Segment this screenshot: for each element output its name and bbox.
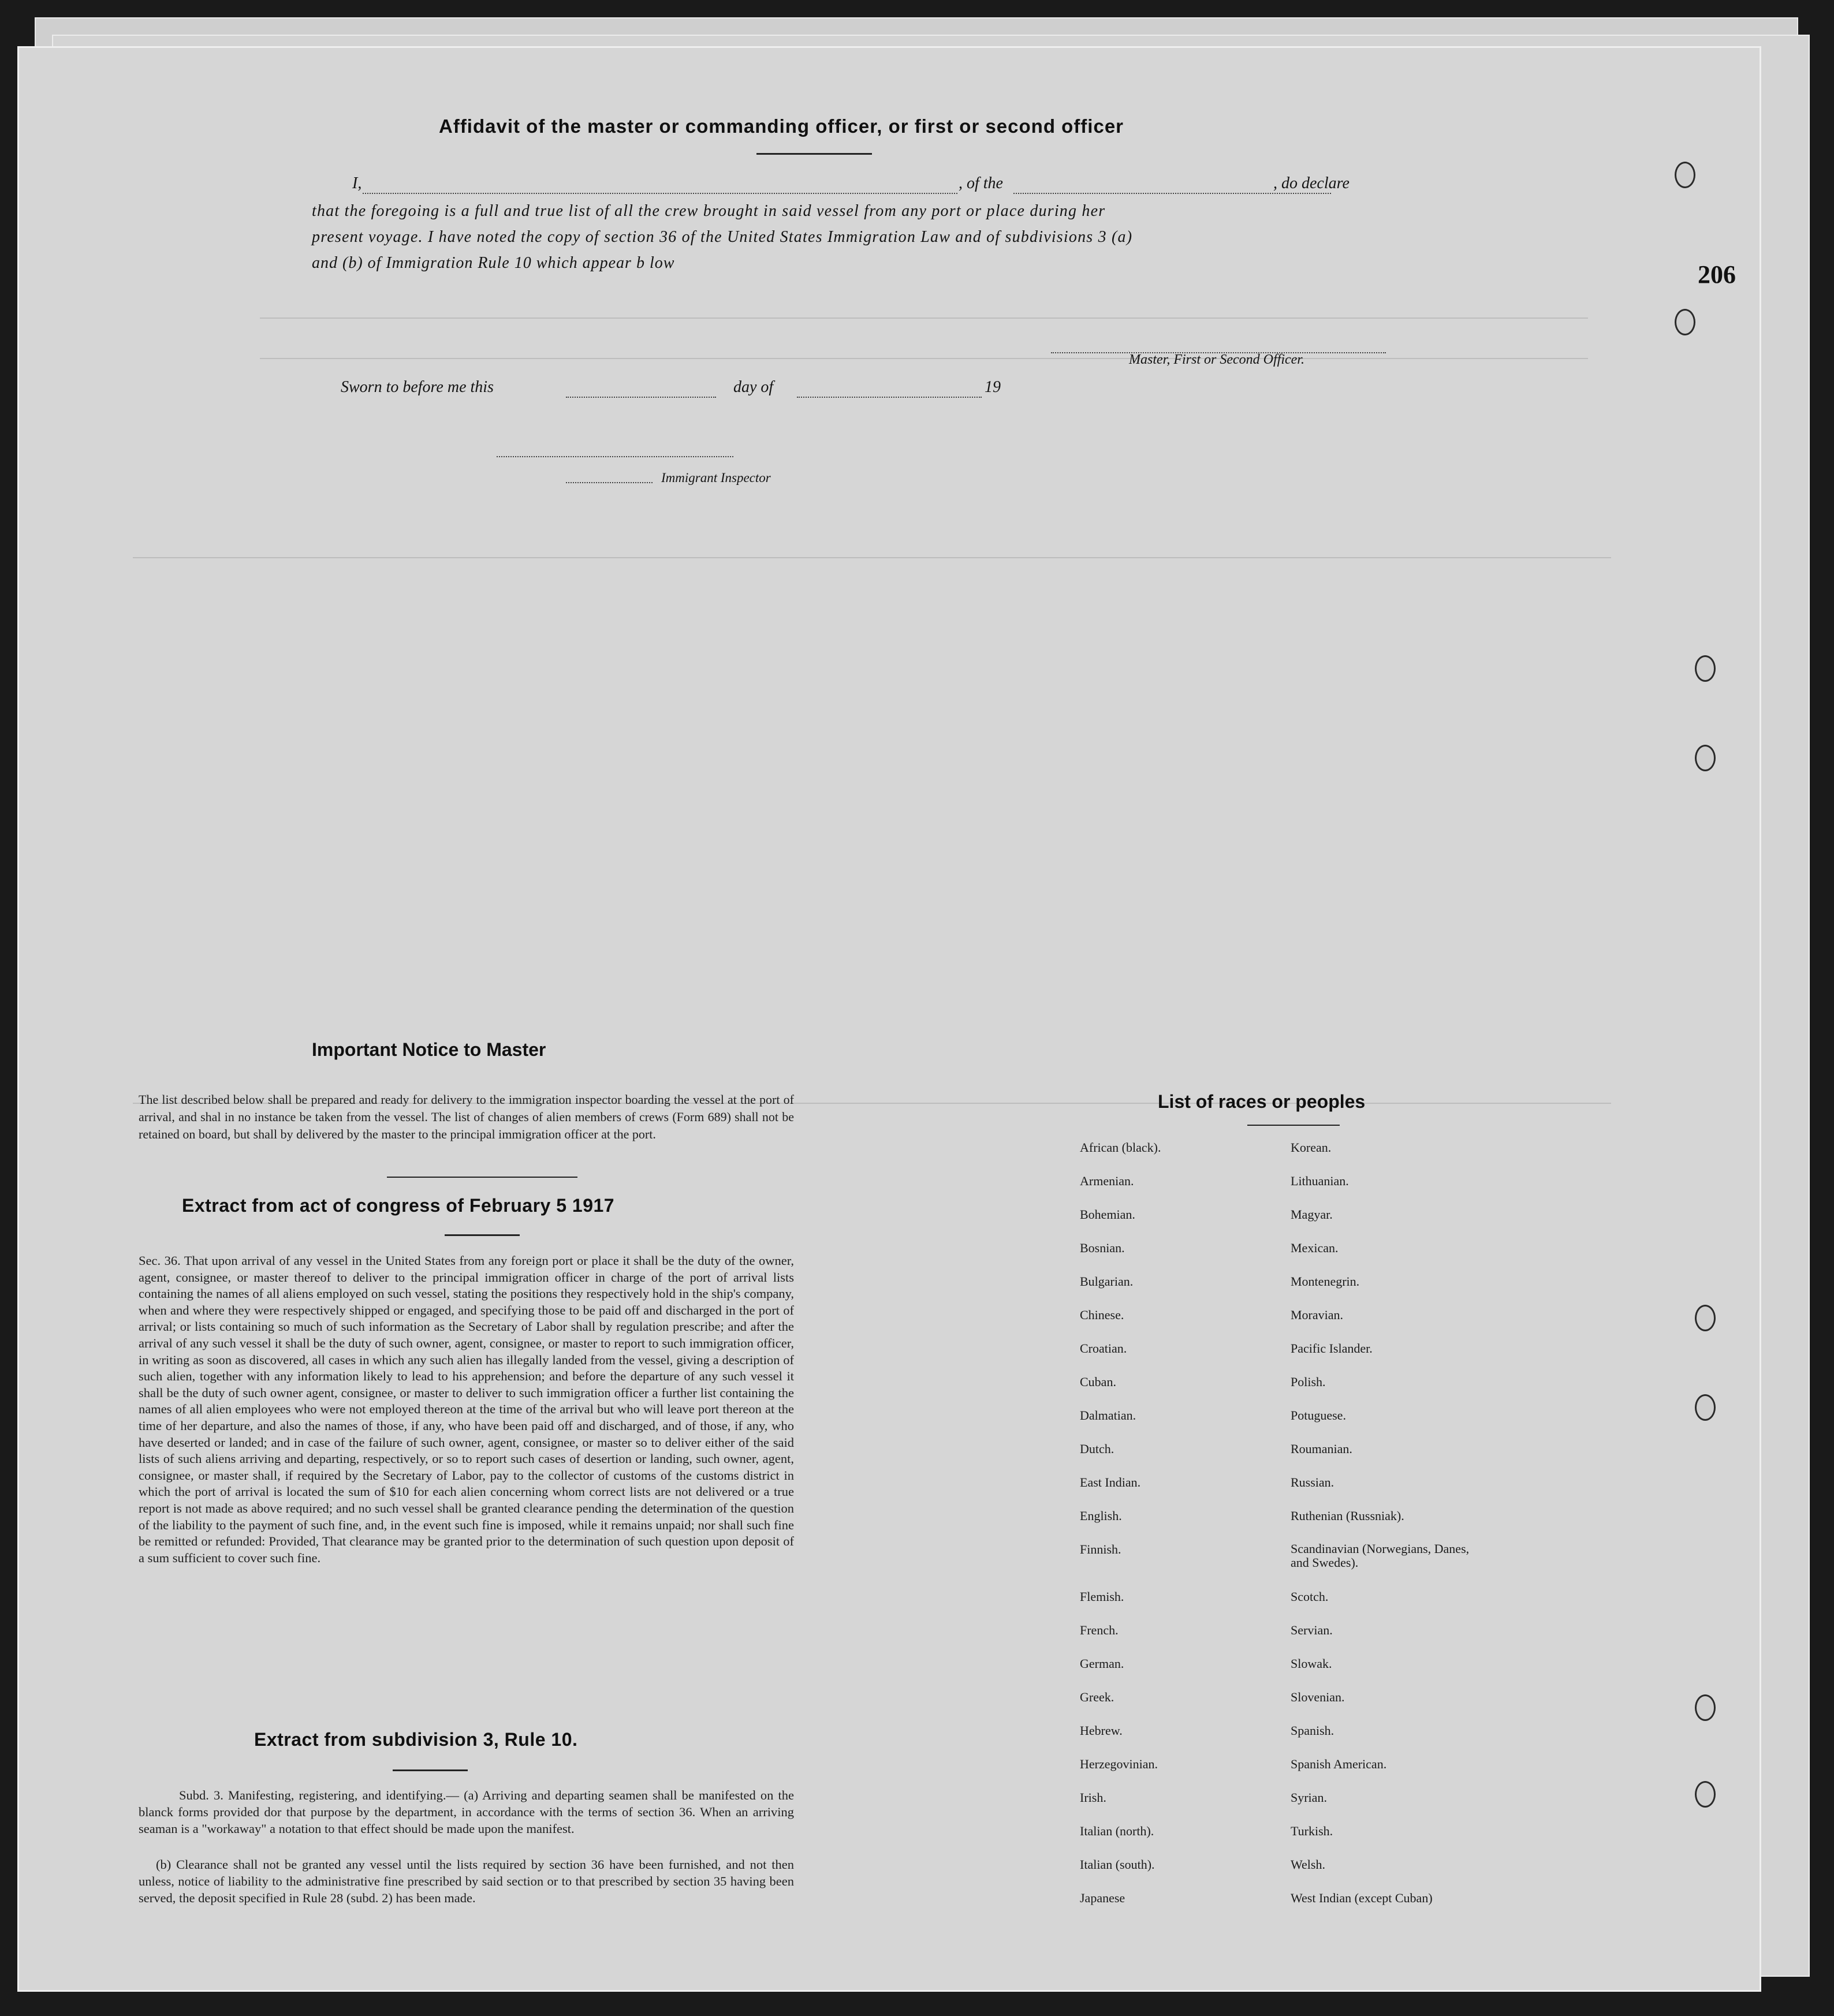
notice-title: Important Notice to Master	[312, 1039, 546, 1060]
rule-extract-text-b: (b) Clearance shall not be granted any vessel until the lists required by section 36 have been furnished, and not then unless, notice of liability to the administrative fine prescribed by said section or to that prescribed by section 35 having been served, the deposit specified in Rule 28 (subd. 2) has been made.	[139, 1857, 794, 1905]
race-item: Scotch.	[1291, 1589, 1329, 1604]
page-number: 206	[1698, 260, 1736, 289]
race-item: Hebrew.	[1080, 1723, 1123, 1738]
declare-label: , do declare	[1273, 174, 1350, 192]
vessel-label: , of the	[959, 174, 1003, 192]
race-item: Japanese	[1080, 1891, 1125, 1905]
race-item: Servian.	[1291, 1623, 1333, 1637]
rule-extract-title: Extract from subdivision 3, Rule 10.	[254, 1729, 578, 1750]
race-item: Scandinavian (Norwegians, Danes, and Swedes).	[1291, 1541, 1470, 1570]
race-item: Moravian.	[1291, 1308, 1344, 1322]
race-item: Turkish.	[1291, 1824, 1333, 1838]
act-extract-rule	[445, 1234, 520, 1236]
act-extract-title: Extract from act of congress of February 5 1917	[182, 1195, 615, 1216]
punch-hole	[1695, 745, 1716, 771]
sworn-line	[341, 378, 1091, 401]
race-item: Spanish.	[1291, 1723, 1335, 1738]
punch-hole	[1695, 1394, 1716, 1421]
race-item: Herzegovinian.	[1080, 1757, 1158, 1771]
race-item: Spanish American.	[1291, 1757, 1387, 1771]
race-item: Roumanian.	[1291, 1442, 1352, 1456]
race-item: Italian (north).	[1080, 1824, 1154, 1838]
races-title-rule	[1247, 1125, 1340, 1126]
punch-hole	[1695, 655, 1716, 682]
race-item: Ruthenian (Russniak).	[1291, 1509, 1404, 1523]
race-item: East Indian.	[1080, 1475, 1141, 1489]
notice-divider	[387, 1177, 577, 1178]
notice-text: The list described below shall be prepared and ready for delivery to the immigration inspector boarding the vessel at the port of arrival, and shal in no instance be taken from the vessel. The list of changes of alien members of crews (Form 689) shall not be retained on board, but shall by delivered by the master to the principal immigration officer at the port.	[139, 1092, 794, 1141]
race-item: Croatian.	[1080, 1341, 1127, 1356]
affidavit-line4: and (b) of Immigration Rule 10 which appear b low	[312, 254, 675, 272]
race-item: Bosnian.	[1080, 1241, 1125, 1255]
race-item: Potuguese.	[1291, 1408, 1346, 1423]
punch-hole	[1695, 1305, 1716, 1331]
rule-extract-rule	[393, 1769, 468, 1771]
inspector-signature-field[interactable]	[497, 445, 733, 457]
race-item: West Indian (except Cuban)	[1291, 1891, 1433, 1905]
race-item: Flemish.	[1080, 1589, 1124, 1604]
punch-hole	[1695, 1781, 1716, 1808]
inspector-label: Immigrant Inspector	[661, 471, 771, 485]
race-item: Bohemian.	[1080, 1207, 1135, 1222]
race-item: Dutch.	[1080, 1442, 1114, 1456]
race-item: African (black).	[1080, 1140, 1161, 1155]
race-item: English.	[1080, 1509, 1122, 1523]
race-item: Montenegrin.	[1291, 1274, 1360, 1289]
race-item: Syrian.	[1291, 1790, 1327, 1805]
master-signature-field[interactable]	[1051, 335, 1386, 353]
affidavit-title: Affidavit of the master or commanding officer, or first or second officer	[439, 115, 1124, 137]
sworn-day-field[interactable]	[566, 378, 716, 398]
master-signature-label: Master, First or Second Officer.	[1129, 352, 1304, 367]
race-item: Polish.	[1291, 1375, 1326, 1389]
day-of-label: day of	[733, 378, 774, 396]
races-title: List of races or peoples	[1158, 1091, 1366, 1112]
race-item: Korean.	[1291, 1140, 1332, 1155]
year-label: 19	[985, 378, 1001, 396]
race-item: French.	[1080, 1623, 1119, 1637]
race-item: Greek.	[1080, 1690, 1114, 1704]
race-item: Armenian.	[1080, 1174, 1134, 1188]
race-item: Dalmatian.	[1080, 1408, 1136, 1423]
race-item: Irish.	[1080, 1790, 1106, 1805]
race-item: Slovenian.	[1291, 1690, 1345, 1704]
race-item: Lithuanian.	[1291, 1174, 1349, 1188]
race-item: Bulgarian.	[1080, 1274, 1134, 1289]
race-item: Welsh.	[1291, 1857, 1325, 1872]
race-item: Russian.	[1291, 1475, 1335, 1489]
declarant-prefix: I,	[352, 174, 362, 192]
race-item: Magyar.	[1291, 1207, 1333, 1222]
race-item: Finnish.	[1080, 1542, 1121, 1556]
act-extract-text: Sec. 36. That upon arrival of any vessel in the United States from any foreign port or place it shall be the duty of the owner, agent, consignee, or master thereof to deliver to the principal immigration officer in charge of the port of arrival lists containing the names of all aliens employed on such vessel, stating the positions they respectively hold in the ship's company, when and where they were respectively shipped or engaged, and specifying those to be paid off and discharged in the port of arrival; or lists containing so much of such information as the Secretary of Labor shall by regulation prescribe; and after the arrival of any such vessel it shall be the duty of such owner, agent, consignee, or master to report to such immigration officer, in writing as soon as discovered, all cases in which any such alien has illegally landed from the vessel, giving a description of such alien, together with any information likely to lead to his apprehension; and before the departure of any such vessel it shall be the duty of such owner agent, consignee, or master to deliver to such immigration officer a further list containing the names of all alien employees who were not employed thereon at the time of the arrival but who will leave port thereon at the time of her departure, and also the names of those, if any, who have been paid off and discharged, and of those, if any, who have deserted or landed; and in case of the failure of such owner, agent, consignee, or master so to deliver either of the said lists of such aliens arriving and departing, respectively, or so to report such cases of desertion or landing, such owner, agent, consignee, or master shall, if required by the Secretary of Labor, pay to the collector of customs of the customs district in which the port of arrival is located the sum of $10 for each alien concerning whom correct lists are not delivered or a true report is not made as above required; and no such vessel shall be granted clearance pending the determination of the question of the liability to the payment of such fine, and, in the event such fine is imposed, while it remains unpaid; nor shall such fine be remitted or refunded: Provided, That clearance may be granted prior to the determination of such question upon deposit of a sum sufficient to cover such fine.	[139, 1253, 794, 1565]
punch-hole	[1675, 162, 1695, 188]
race-item: Chinese.	[1080, 1308, 1124, 1322]
rule-extract-text-a: Subd. 3. Manifesting, registering, and identifying.— (a) Arriving and departing seamen shall be manifested on the blanck forms provided dor that purpose by the department, in accordance with the terms of section 36. When an arriving seaman is a "workaway" a notation to that effect should be made upon the manifest.	[139, 1788, 794, 1836]
race-item: Mexican.	[1291, 1241, 1339, 1255]
affidavit-title-rule	[756, 153, 872, 155]
race-item: Cuban.	[1080, 1375, 1116, 1389]
punch-hole	[1695, 1694, 1716, 1721]
sworn-label: Sworn to before me this	[341, 378, 494, 396]
race-item: Italian (south).	[1080, 1857, 1155, 1872]
affidavit-line1	[352, 174, 1386, 197]
affidavit-line2: that the foregoing is a full and true list of all the crew brought in said vessel from any port or place during her	[312, 202, 1106, 220]
affidavit-line3: present voyage. I have noted the copy of section 36 of the United States Immigration Law and of subdivisions 3 (a)	[312, 228, 1133, 246]
race-item: Slowak.	[1291, 1656, 1332, 1671]
declarant-name-field[interactable]	[363, 174, 957, 194]
race-item: Pacific Islander.	[1291, 1341, 1373, 1356]
punch-hole	[1675, 309, 1695, 335]
race-item: German.	[1080, 1656, 1124, 1671]
sworn-month-field[interactable]	[797, 378, 982, 398]
inspector-name-line	[566, 471, 653, 483]
document-page	[17, 46, 1761, 1992]
